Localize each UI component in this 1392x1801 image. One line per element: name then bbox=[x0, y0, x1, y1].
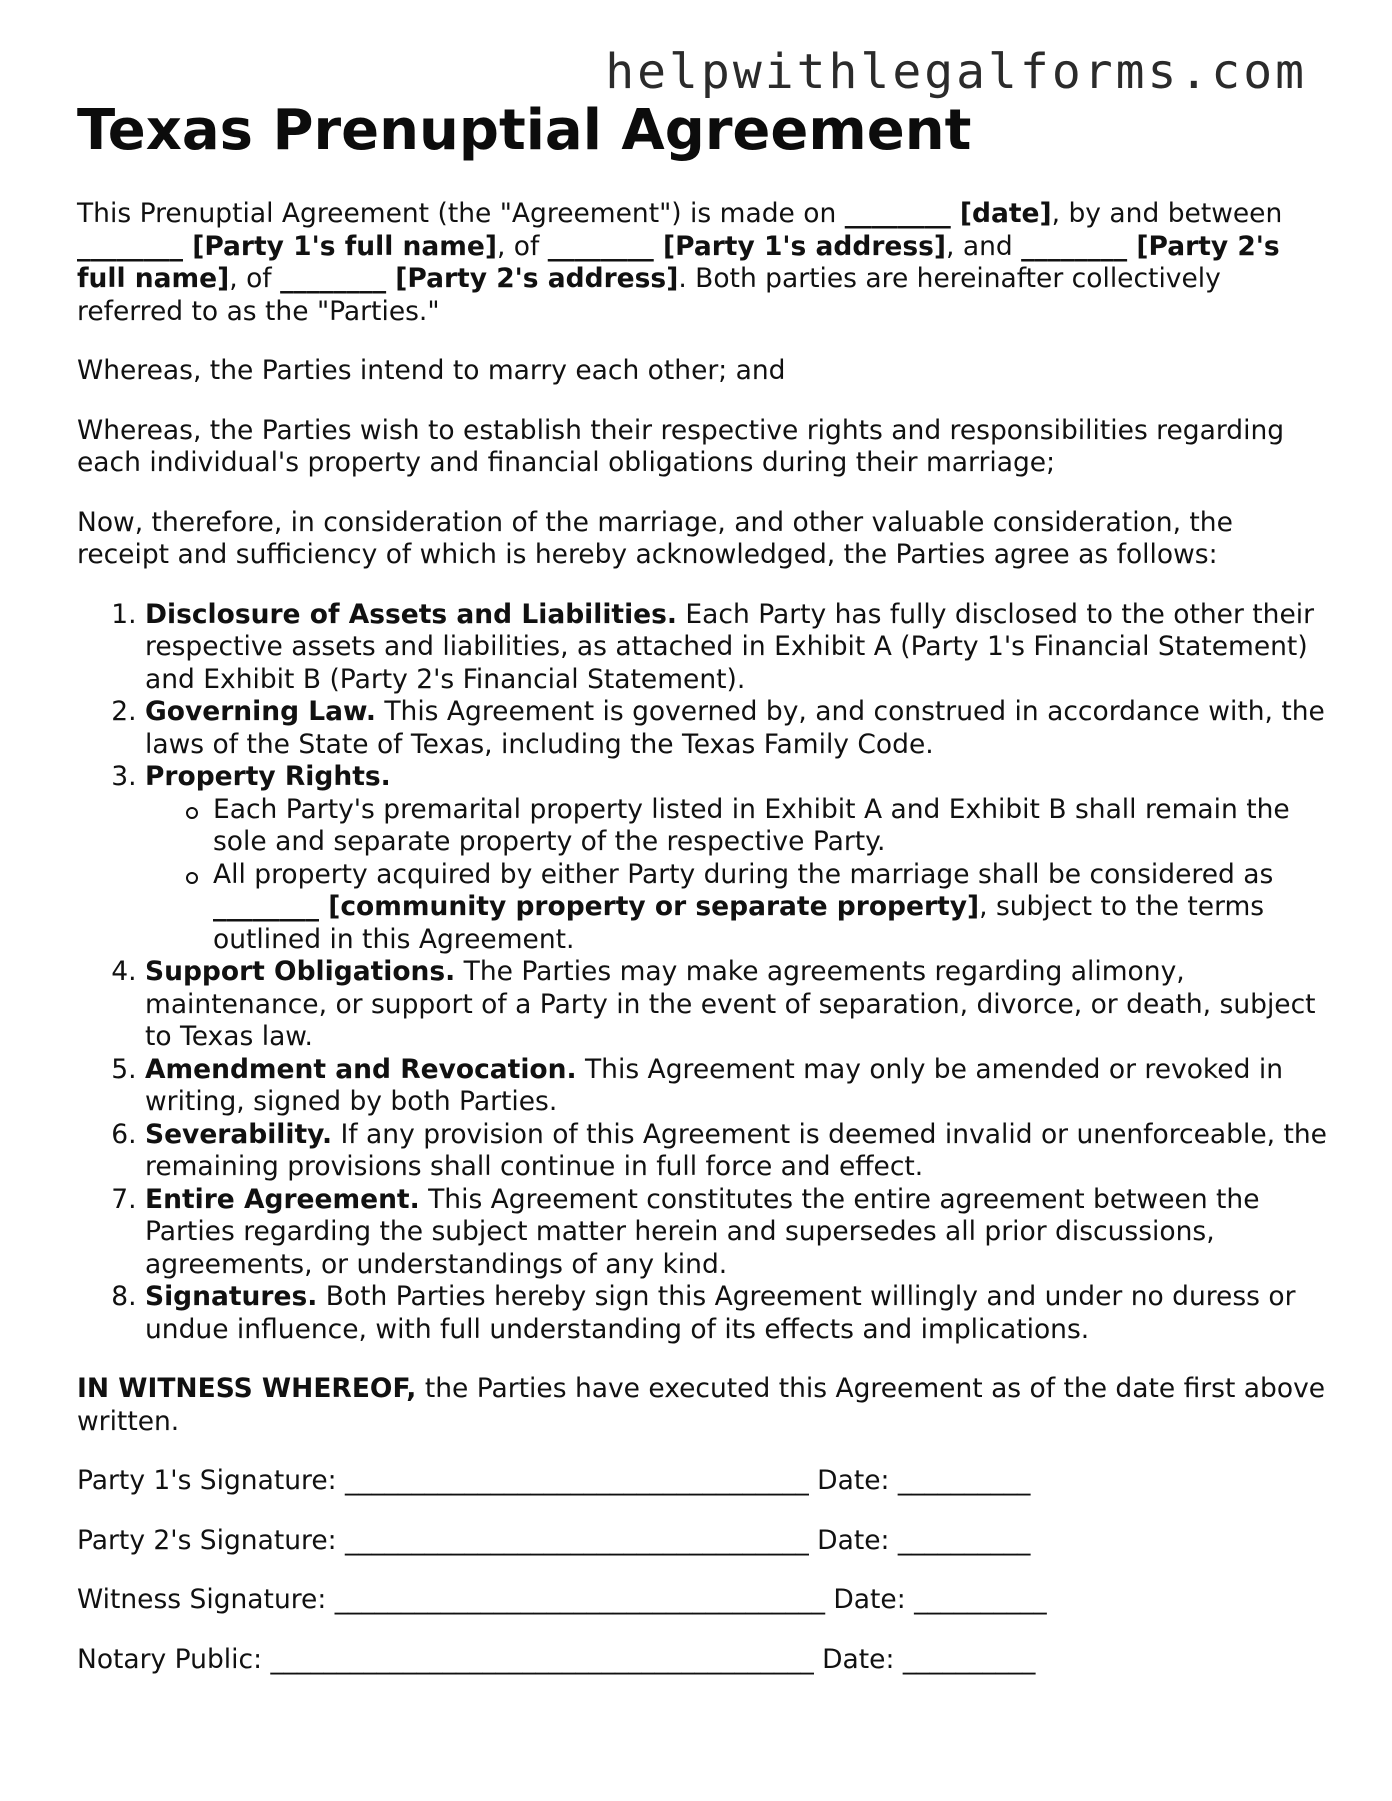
document-body bbox=[77, 198, 1327, 1703]
clause-property-rights: 3. Property Rights. Each Party's premarital property listed in Exhibit A and Exhibit B shall remain the sole and separate property of the respective Party. All property acquired by either Party during the marriage shall be considered as ________ [community property or separate property], subject to the terms outlined in this Agreement. bbox=[145, 761, 1327, 956]
party2-signature-field[interactable]: ___________________________________ bbox=[345, 1524, 809, 1556]
document-title: Texas Prenuptial Agreement bbox=[77, 98, 972, 163]
party2-name-blank[interactable]: ________ bbox=[1021, 230, 1128, 262]
property-rights-item-marital: All property acquired by either Party during the marriage shall be considered as ________ [community property or separate property], subject to the terms outlined in this Agreement. bbox=[213, 859, 1327, 957]
party2-date-field[interactable]: __________ bbox=[897, 1524, 1031, 1556]
party1-signature-field[interactable]: ___________________________________ bbox=[345, 1465, 809, 1496]
clause-support: 4. Support Obligations. The Parties may make agreements regarding alimony, maintenance, or support of a Party in the event of separation, divorce, or death, subject to Texas law. bbox=[145, 956, 1327, 1054]
clause-disclosure: 1. Disclosure of Assets and Liabilities. Each Party has fully disclosed to the other their respective assets and liabilities, as attached in Exhibit A (Party 1's Financial Statement) and Exhibit B (Party 2's Financial Statement). bbox=[145, 599, 1327, 697]
witness-date-field[interactable]: __________ bbox=[914, 1584, 1047, 1615]
property-rights-item-premarital: Each Party's premarital property listed in Exhibit A and Exhibit B shall remain the sole and separate property of the respective Party. bbox=[213, 794, 1327, 859]
notary-signature-row: Notary Public: _________________________________________ Date: __________ bbox=[77, 1643, 1036, 1675]
date-blank[interactable]: ________ bbox=[844, 198, 951, 229]
property-type-blank[interactable]: ________ bbox=[213, 891, 319, 922]
whereas-paragraph-2: Whereas, the Parties wish to establish their respective rights and responsibilities regarding each individual's property and financial obligations during their marriage; bbox=[77, 414, 1285, 478]
whereas-paragraph-1: Whereas, the Parties intend to marry each other; and bbox=[77, 355, 786, 386]
witness-signature-row: Witness Signature: _____________________________________ Date: __________ bbox=[77, 1584, 1047, 1615]
party2-address-blank[interactable]: ________ bbox=[280, 263, 387, 294]
party1-date-field[interactable]: __________ bbox=[897, 1465, 1031, 1496]
now-therefore-paragraph: Now, therefore, in consideration of the marriage, and other valuable consideration, the receipt and sufficiency of which is hereby acknowledged, the Parties agree as follows: bbox=[77, 506, 1233, 570]
party2-signature-row: Party 2's Signature: ___________________________________ Date: __________ bbox=[77, 1524, 1031, 1556]
clause-signatures: 8. Signatures. Both Parties hereby sign this Agreement willingly and under no duress or undue influence, with full understanding of its effects and implications. bbox=[145, 1281, 1327, 1346]
clause-entire-agreement: 7. Entire Agreement. This Agreement constitutes the entire agreement between the Parties regarding the subject matter herein and supersedes all prior discussions, agreements, or understandings of any kind. bbox=[145, 1184, 1327, 1282]
party1-signature-row: Party 1's Signature: ___________________________________ Date: __________ bbox=[77, 1465, 1031, 1496]
clause-amendment: 5. Amendment and Revocation. This Agreement may only be amended or revoked in writing, signed by both Parties. bbox=[145, 1054, 1327, 1119]
witness-paragraph: IN WITNESS WHEREOF, the Parties have executed this Agreement as of the date first above written. bbox=[77, 1373, 1326, 1437]
intro-paragraph: This Prenuptial Agreement (the "Agreement") is made on ________ [date], by and between ________ [Party 1's full name], of ________ [Party 1's address], and ________ [Party 2's full name], of ________ [Party 2's address]. Both parties are hereinafter collectively referred to as the "Parties." bbox=[77, 198, 1283, 327]
site-watermark: helpwithlegalforms.com bbox=[605, 44, 1307, 100]
clause-governing-law: 2. Governing Law. This Agreement is governed by, and construed in accordance with, the laws of the State of Texas, including the Texas Family Code. bbox=[145, 696, 1327, 761]
notary-signature-field[interactable]: _________________________________________ bbox=[270, 1643, 814, 1675]
clause-severability: 6. Severability. If any provision of this Agreement is deemed invalid or unenforceable, the remaining provisions shall continue in full force and effect. bbox=[145, 1119, 1327, 1184]
party1-address-blank[interactable]: ________ bbox=[547, 230, 654, 262]
party1-name-blank[interactable]: ________ bbox=[77, 230, 183, 262]
property-rights-sublist bbox=[145, 794, 1327, 957]
notary-date-field[interactable]: __________ bbox=[902, 1643, 1036, 1675]
witness-signature-field[interactable]: _____________________________________ bbox=[334, 1584, 825, 1615]
clause-list bbox=[77, 599, 1327, 1347]
